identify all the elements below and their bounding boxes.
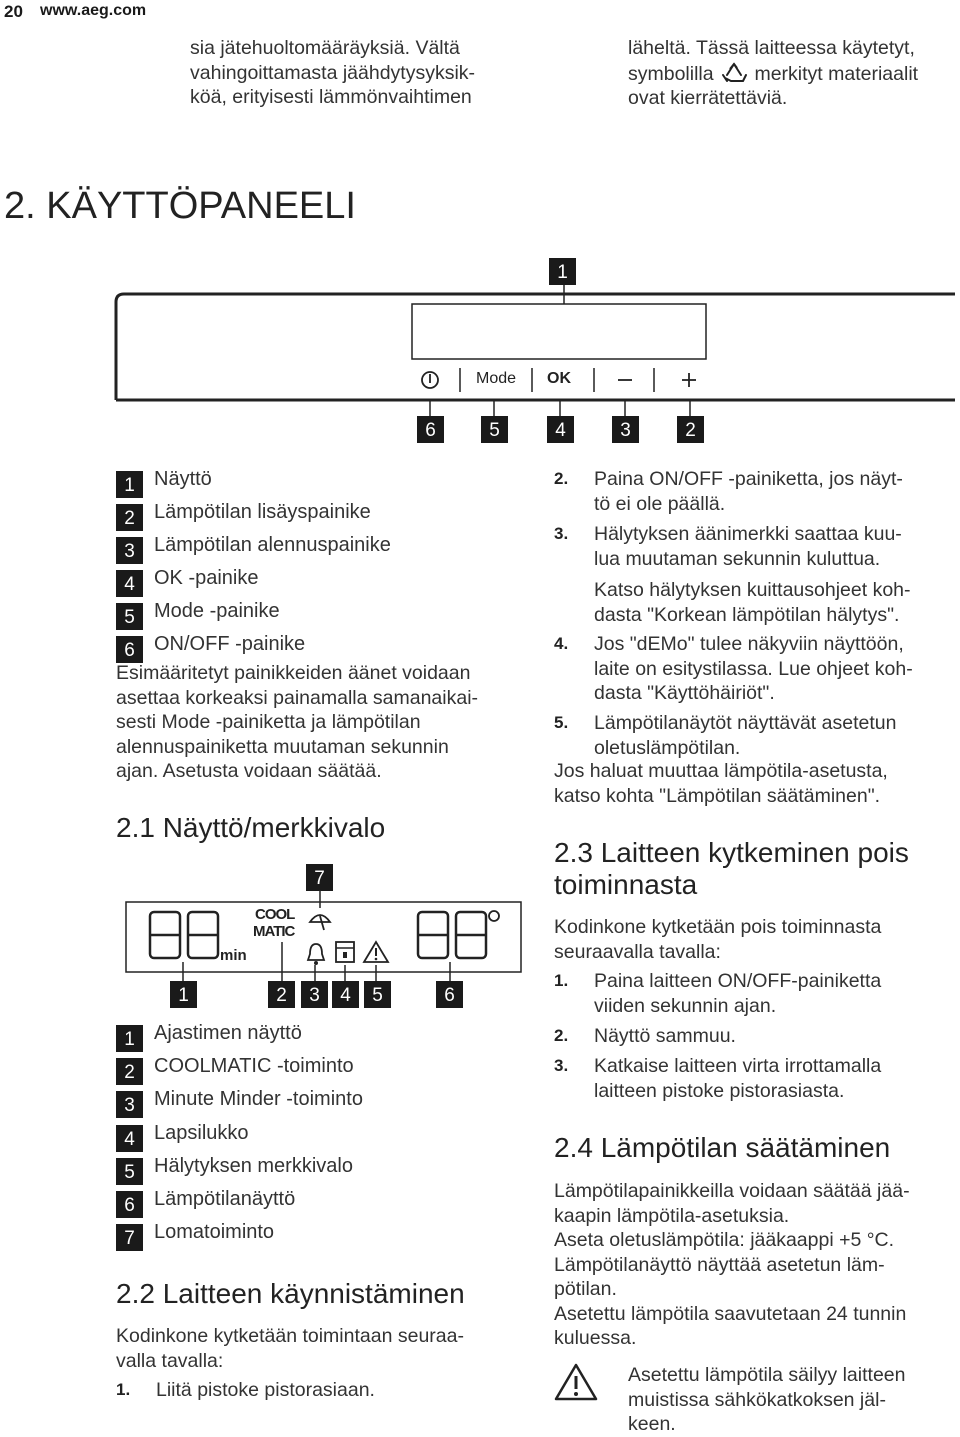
recycle-icon — [719, 61, 749, 85]
text-line: lua muutaman sekunnin kuluttua. — [594, 547, 881, 570]
callout-badge: 5 — [481, 416, 508, 443]
text-line: kuluessa. — [554, 1327, 637, 1349]
text-line: Lämpötilapainikkeilla voidaan säätää jää- — [554, 1180, 910, 1202]
text-line: sia jätehuoltomääräyksiä. Vältä — [190, 37, 460, 59]
text-line: laitteen pistoke pistorasiasta. — [594, 1079, 845, 1102]
step-number: 3. — [554, 524, 569, 543]
legend-number: 6 — [116, 1191, 143, 1218]
step-number: 3. — [554, 1056, 569, 1075]
callout-badge: 6 — [436, 981, 463, 1008]
legend-text: Lämpötilanäyttö — [154, 1188, 296, 1210]
legend-number: 2 — [116, 504, 143, 531]
segment-digits-right — [418, 912, 486, 958]
step-text — [594, 1024, 736, 1049]
step-number: 1. — [116, 1380, 131, 1399]
callout-badge: 1 — [549, 258, 576, 285]
coolmatic-label-top: COOL — [255, 906, 295, 923]
legend-text: OK -painike — [154, 567, 259, 589]
step-item — [554, 711, 959, 761]
segment-digits-left — [150, 912, 218, 958]
text-line: Kodinkone kytketään pois toiminnasta — [554, 916, 882, 938]
callout-badge: 3 — [612, 416, 639, 443]
legend-number: 5 — [116, 603, 143, 630]
legend-number: 4 — [116, 1125, 143, 1152]
step-number: 4. — [554, 634, 569, 653]
umbrella-icon — [320, 916, 324, 930]
legend-number: 2 — [116, 1058, 143, 1085]
text-line: dasta "Korkean lämpötilan hälytys". — [594, 603, 900, 626]
section-title: 2.4 Lämpötilan säätäminen — [554, 1132, 891, 1163]
min-label: min — [220, 947, 247, 964]
legend-number: 7 — [116, 1224, 143, 1251]
step-number: 5. — [554, 713, 569, 732]
callout-badge: 5 — [364, 981, 391, 1008]
mode-button-label: Mode — [476, 370, 517, 387]
text-line: pötilan. — [554, 1278, 617, 1300]
text-line: ajan. Asetusta voidaan säätää. — [116, 760, 382, 782]
right-paragraph — [554, 759, 959, 808]
text-fragment: symbolilla — [628, 62, 714, 85]
coolmatic-label-bottom: MATIC — [253, 923, 295, 940]
text-line: Jos "dEMo" tulee näkyviin näyttöön, — [594, 633, 904, 655]
bell-icon — [308, 944, 324, 960]
step-item — [554, 969, 959, 1019]
text-line: Kodinkone kytketään toimintaan seuraa- — [116, 1325, 464, 1347]
callout-badge: 2 — [677, 416, 704, 443]
legend-text: Mode -painike — [154, 600, 280, 622]
legend-number: 4 — [116, 570, 143, 597]
text-line: oletuslämpötilan. — [594, 736, 741, 759]
step-number: 1. — [554, 971, 569, 990]
step-item — [554, 578, 959, 628]
step-text — [594, 711, 896, 760]
section-intro — [116, 1324, 536, 1373]
text-line: keen. — [628, 1413, 676, 1435]
control-panel-diagram — [110, 250, 960, 450]
top-right-text — [628, 36, 958, 111]
legend-text: COOLMATIC -toiminto — [154, 1055, 354, 1077]
step-item — [554, 522, 959, 572]
step-number: 2. — [554, 469, 569, 488]
section-title: 2.2 Laitteen käynnistäminen — [116, 1278, 465, 1309]
text-line: tö ei ole päällä. — [594, 492, 726, 515]
callout-badge: 3 — [301, 981, 328, 1008]
text-line: Katso hälytyksen kuittausohjeet koh- — [594, 579, 911, 601]
step-item — [554, 632, 959, 707]
text-line: valla tavalla: — [116, 1349, 224, 1372]
step-text — [594, 467, 903, 516]
text-line: dasta "Käyttöhäiriöt". — [594, 682, 775, 704]
legend-number: 3 — [116, 1091, 143, 1118]
text-fragment: merkityt materiaalit — [754, 62, 919, 85]
text-line: viiden sekunnin ajan. — [594, 994, 777, 1017]
step-item — [554, 1024, 959, 1050]
text-line: Paina ON/OFF -painiketta, jos näyt- — [594, 468, 903, 490]
legend-number: 5 — [116, 1158, 143, 1185]
warning-note — [628, 1363, 958, 1437]
legend-text: Näyttö — [154, 468, 212, 490]
degree-icon — [489, 911, 499, 921]
text-line: alennuspainiketta muutaman sekunnin — [116, 735, 449, 758]
callout-badge: 4 — [547, 416, 574, 443]
step-text — [594, 578, 911, 627]
text-line: Katkaise laitteen virta irrottamalla — [594, 1055, 882, 1077]
text-line: Lämpötilanäytöt näyttävät asetetun — [594, 712, 897, 734]
header-url: www.aeg.com — [40, 2, 147, 19]
step-number: 2. — [554, 1026, 569, 1045]
warning-icon — [375, 958, 378, 961]
text-line: Asetettu lämpötila säilyy laitteen — [628, 1364, 906, 1386]
legend-number: 6 — [116, 636, 143, 663]
text-line: muistissa sähkökatkoksen jäl- — [628, 1388, 886, 1411]
text-line: laite on esitystilassa. Lue ohjeet koh- — [594, 657, 913, 680]
title-line: 2.3 Laitteen kytkeminen pois — [554, 837, 909, 868]
text-line: vahingoittamasta jäähdytysyksik- — [190, 61, 476, 84]
text-line: kaapin lämpötila-asetuksia. — [554, 1204, 790, 1227]
section-title: 2.1 Näyttö/merkkivalo — [116, 812, 386, 843]
text-line: Lämpötilanäyttö näyttää asetetun läm- — [554, 1253, 885, 1276]
presets-paragraph — [116, 661, 536, 784]
step-text — [594, 522, 902, 571]
callout-badge: 4 — [332, 981, 359, 1008]
text-line: läheltä. Tässä laitteessa käytetyt, — [628, 37, 915, 59]
legend-number: 3 — [116, 537, 143, 564]
page-number: 20 — [4, 2, 23, 21]
step-text — [594, 632, 913, 706]
text-line: Paina laitteen ON/OFF-painiketta — [594, 970, 882, 992]
section-title — [554, 837, 909, 901]
section-intro — [554, 915, 959, 964]
callout-badge: 2 — [268, 981, 295, 1008]
step-item — [554, 467, 959, 517]
text-line: Asetettu lämpötila saavutetaan 24 tunnin — [554, 1302, 907, 1325]
bell-icon — [314, 961, 318, 965]
step-item — [116, 1378, 536, 1404]
text-line: sesti Mode -painiketta ja lämpötilan — [116, 711, 421, 733]
lock-icon — [343, 952, 347, 958]
legend-text: Lapsilukko — [154, 1122, 249, 1144]
step-item — [554, 1054, 959, 1104]
step-text: Liitä pistoke pistorasiaan. — [156, 1379, 375, 1401]
section-body — [554, 1179, 959, 1351]
ok-button-label: OK — [547, 370, 571, 387]
legend-number: 1 — [116, 471, 143, 498]
display-window — [412, 304, 706, 359]
text-line: köä, erityisesti lämmönvaihtimen — [190, 86, 472, 108]
legend-text: Lämpötilan lisäyspainike — [154, 501, 371, 523]
title-line: toiminnasta — [554, 869, 698, 900]
text-line: Näyttö sammuu. — [594, 1025, 736, 1047]
top-left-text — [190, 36, 475, 110]
legend-text: ON/OFF -painike — [154, 633, 306, 655]
text-line: Hälytyksen äänimerkki saattaa kuu- — [594, 523, 902, 545]
step-text — [594, 1054, 881, 1103]
text-line: Esimääritetyt painikkeiden äänet voidaan — [116, 662, 471, 684]
callout-badge: 7 — [306, 864, 333, 891]
text-line: asettaa korkeaksi painamalla samanaikai- — [116, 686, 479, 709]
legend-text: Lomatoiminto — [154, 1221, 275, 1243]
text-line: seuraavalla tavalla: — [554, 940, 721, 963]
warning-triangle-icon — [554, 1362, 598, 1402]
text-line — [628, 61, 958, 87]
legend-text: Minute Minder -toiminto — [154, 1088, 363, 1110]
legend-number: 1 — [116, 1025, 143, 1052]
step-text — [594, 969, 881, 1018]
legend-text: Ajastimen näyttö — [154, 1022, 302, 1044]
callout-badge: 6 — [417, 416, 444, 443]
text-line: Aseta oletuslämpötila: jääkaappi +5 °C. — [554, 1229, 895, 1251]
section-title: 2. KÄYTTÖPANEELI — [4, 185, 356, 227]
callout-badge: 1 — [170, 981, 197, 1008]
display-diagram — [110, 890, 530, 990]
legend-text: Lämpötilan alennuspainike — [154, 534, 391, 556]
text-line: Jos haluat muuttaa lämpötila-asetusta, — [554, 760, 888, 782]
legend-text: Hälytyksen merkkivalo — [154, 1155, 353, 1177]
panel-outline — [116, 294, 955, 400]
text-line: ovat kierrätettäviä. — [628, 87, 788, 109]
text-line: katso kohta "Lämpötilan säätäminen". — [554, 784, 881, 807]
